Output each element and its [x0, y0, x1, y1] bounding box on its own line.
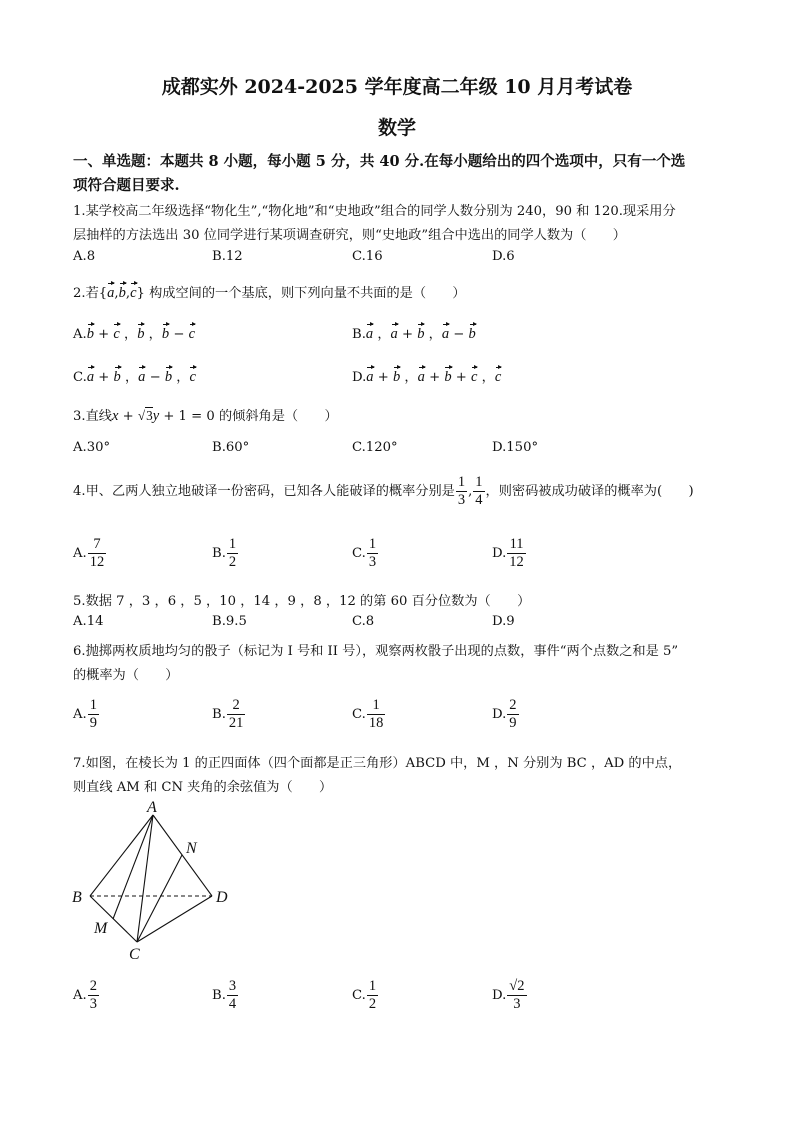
q6-stem-line1: 6.抛掷两枚质地均匀的骰子（标记为 I 号和 II 号），观察两枚骰子出现的点数，事件“两个点数之和是 5” — [73, 644, 679, 659]
q6-stem-line2: 的概率为（ ） — [73, 668, 179, 683]
q5-option-c: C.8 — [352, 614, 375, 629]
q1-option-b: B.12 — [212, 249, 243, 264]
q2-suffix: 构成空间的一个基底，则下列向量不共面的是（ ） — [144, 286, 466, 301]
q4-option-b: B. $\frac{1}{2}$ — [212, 536, 237, 570]
q3-stem — [73, 405, 338, 425]
section-heading-line1: 一、单选题：本题共 8 小题，每小题 5 分，共 40 分.在每小题给出的四个选项中，只有一个选 — [73, 153, 686, 170]
q2-stem — [73, 282, 466, 302]
q6-option-b: B. $\frac{2}{21}$ — [212, 697, 244, 731]
exam-title: 成都实外 2024-2025 学年度高二年级 10 月月考试卷 — [161, 76, 633, 98]
q7-option-a: A. $\frac{2}{3}$ — [73, 978, 97, 1012]
q1-stem-line2: 层抽样的方法选出 30 位同学进行某项调查研究，则“史地政”组合中选出的同学人数为（ ） — [73, 228, 626, 243]
q2-option-c: C.a + b ，a − b ，c — [73, 369, 196, 385]
q1-option-c: C.16 — [352, 249, 383, 264]
vertex-label-b: B — [72, 889, 82, 906]
q7-stem-line1: 7.如图，在棱长为 1 的正四面体（四个面都是正三角形）ABCD 中，M ，N 分别为 BC ，AD 的中点， — [73, 756, 682, 771]
q1-stem-line1: 1.某学校高二年级选择“物化生”,“物化地”和“史地政”组合的同学人数分别为 240，90 和 120.现采用分 — [73, 204, 676, 219]
q7-option-c: C. $\frac{1}{2}$ — [352, 978, 377, 1012]
q3-equation: x + √3y + 1 = 0 — [111, 408, 215, 424]
q1-option-d: D.6 — [492, 249, 515, 264]
q3-suffix: 的倾斜角是（ ） — [214, 409, 338, 424]
q1-option-a: A.8 — [73, 249, 96, 264]
q4-option-c: C. $\frac{1}{3}$ — [352, 536, 377, 570]
section-heading-line2: 项符合题目要求. — [73, 177, 180, 194]
q7-option-d: D. $\frac{√2}{3}$ — [492, 978, 525, 1012]
q4-text-a: 4.甲、乙两人独立地破译一份密码，已知各人能破译的概率分别是 — [73, 484, 455, 499]
q5-option-d: D.9 — [492, 614, 515, 629]
q3-option-b: B.60° — [212, 440, 250, 455]
vertex-label-a: A — [147, 799, 157, 816]
q5-option-b: B.9.5 — [212, 614, 247, 629]
q7-stem-line2: 则直线 AM 和 CN 夹角的余弦值为（ ） — [73, 780, 333, 795]
q4-option-d: D. $\frac{11}{12}$ — [492, 536, 524, 570]
q3-prefix: 3.直线 — [73, 409, 112, 424]
subject-title: 数学 — [377, 117, 416, 139]
q4-text-b: ，则密码被成功破译的概率为( ) — [485, 484, 694, 499]
segment-cn — [137, 855, 182, 942]
vertex-label-c: C — [129, 946, 140, 963]
q5-stem: 5.数据 7 ，3 ，6 ，5 ，10 ，14 ，9 ，8 ，12 的第 60 百分位数为（ ） — [73, 594, 531, 609]
q3-option-a: A.30° — [73, 440, 111, 455]
q6-option-a: A. $\frac{1}{9}$ — [73, 697, 97, 731]
point-label-m: M — [94, 920, 108, 937]
q5-option-a: A.14 — [73, 614, 104, 629]
edge-cd — [137, 896, 212, 942]
edge-ad — [153, 815, 212, 896]
q2-option-a: A.b + c ，b ，b − c — [73, 326, 195, 342]
q4-prob-2: $\frac{1}{4}$ — [475, 474, 483, 508]
point-label-n: N — [186, 840, 197, 857]
vertex-label-d: D — [216, 889, 228, 906]
q4-prob-1: $\frac{1}{3}$ — [457, 474, 466, 508]
edge-ac — [137, 815, 153, 942]
q4-option-a: A. $\frac{7}{12}$ — [73, 536, 105, 570]
tetrahedron-figure — [66, 795, 246, 965]
q3-option-c: C.120° — [352, 440, 398, 455]
q4-stem: 4.甲、乙两人独立地破译一份密码，已知各人能破译的概率分别是 $\frac{1}{3}$ , $\frac{1}{4}$ ，则密码被成功破译的概率为( ) — [73, 474, 694, 508]
q2-option-d: D.a + b ，a + b + c ，c — [352, 369, 502, 385]
q2-option-b: B.a ，a + b ，a − b — [352, 326, 476, 342]
q2-prefix: 2.若 — [73, 286, 99, 301]
q7-option-b: B. $\frac{3}{4}$ — [212, 978, 237, 1012]
q6-option-c: C. $\frac{1}{18}$ — [352, 697, 384, 731]
edge-ab — [90, 815, 153, 896]
q3-option-d: D.150° — [492, 440, 539, 455]
q2-basis: {a,b,c} — [98, 285, 145, 301]
q6-option-d: D. $\frac{2}{9}$ — [492, 697, 517, 731]
